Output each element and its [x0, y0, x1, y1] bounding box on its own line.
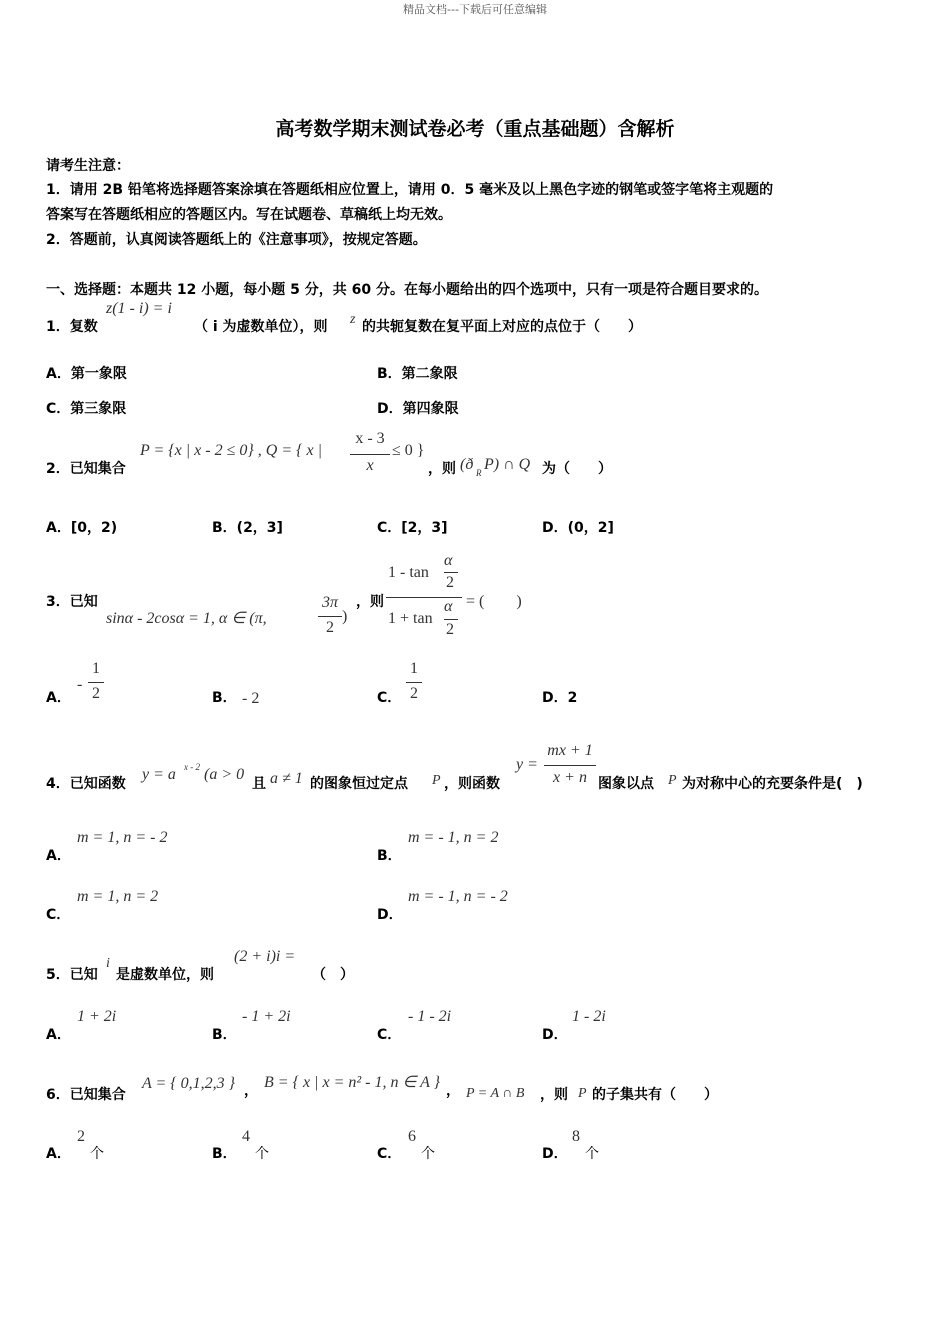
- q1-option-d[interactable]: D．第四象限: [377, 401, 459, 417]
- q2-tail: 为（ ）: [542, 461, 612, 477]
- q5-i: i: [106, 956, 110, 971]
- q3-option-d[interactable]: [542, 687, 577, 707]
- q1-mid: （ i 为虚数单位），则: [194, 319, 328, 335]
- q3-option-d-value: 2: [567, 690, 578, 706]
- q3-denominator-two: 2: [446, 621, 454, 638]
- q4-option-c-value: m = 1, n = 2: [77, 888, 159, 905]
- q6-set-p: P = A ∩ B: [466, 1086, 525, 1101]
- q6-tail: 的子集共有（ ）: [592, 1087, 718, 1103]
- q3-option-c-denominator: 2: [410, 685, 418, 702]
- q2-option-c-label: C．: [377, 520, 402, 536]
- q6-option-c-value: 6: [408, 1128, 416, 1145]
- q2-complement: (ð: [460, 456, 474, 473]
- q2-fraction-denominator: x: [366, 457, 374, 474]
- q4-and: 且: [252, 776, 266, 792]
- q4-option-a-value: m = 1, n = - 2: [77, 829, 168, 846]
- q1-tail: 的共轭复数在复平面上对应的点位于（ ）: [362, 319, 642, 335]
- q3-option-b-value: - 2: [242, 690, 260, 707]
- q3-condition: sinα - 2cosα = 1, α ∈ (π,: [106, 610, 267, 627]
- section-heading: 一、选择题：本题共 12 小题，每小题 5 分，共 60 分。在每小题给出的四个选项中，只有一项是符合题目要求的。: [46, 282, 768, 298]
- q4-option-a-label[interactable]: A．: [46, 848, 71, 864]
- q5-tail: （ ）: [312, 967, 354, 983]
- q2-option-b-label: B．: [212, 520, 237, 536]
- q3-option-a-denominator: 2: [92, 685, 100, 702]
- q5-mid: 是虚数单位，则: [116, 967, 214, 983]
- q2-set-p: P = {x | x - 2 ≤ 0} , Q = { x |: [140, 442, 323, 459]
- q2-option-a-value: [0，2): [70, 520, 118, 536]
- q1-option-b[interactable]: B．第二象限: [377, 366, 458, 382]
- q2-option-d[interactable]: [542, 517, 614, 537]
- q4-point-p: P: [432, 773, 441, 788]
- q5-option-d-label[interactable]: D．: [542, 1027, 568, 1043]
- q1-option-a[interactable]: A．第一象限: [46, 366, 127, 382]
- q4-exponent: x - 2: [184, 762, 200, 772]
- q6-option-d-value: 8: [572, 1128, 580, 1145]
- q3-option-a-fraction: [88, 660, 104, 706]
- q2-option-b-value: (2，3]: [236, 520, 283, 536]
- q2-option-d-value: (0，2]: [567, 520, 614, 536]
- q4-function: y = a: [142, 766, 176, 783]
- notice-line-1: 1．请用 2B 铅笔将选择题答案涂填在答题纸相应位置上，请用 0．5 毫米及以上黑色字迹的钢笔或签字笔将主观题的: [46, 182, 774, 198]
- q3-number: 3．已知: [46, 594, 98, 610]
- q5-option-c-value: - 1 - 2i: [408, 1008, 452, 1025]
- q6-set-b: B = { x | x = n² - 1, n ∈ A }: [264, 1074, 441, 1091]
- q4-condition: (a > 0: [204, 766, 245, 783]
- q3-option-c-bar: [406, 682, 422, 683]
- q1-number: 1．复数: [46, 319, 98, 335]
- q4-mid-2: ，则函数: [444, 776, 500, 792]
- q2-option-d-label: D．: [542, 520, 568, 536]
- q3-main-fraction: [386, 552, 462, 644]
- q6-option-d-unit: 个: [585, 1146, 599, 1162]
- q3-denominator-text: 1 + tan: [388, 610, 433, 627]
- q4-option-d-label[interactable]: D．: [377, 907, 403, 923]
- q3-option-a-sign: -: [77, 676, 83, 693]
- q3-numerator-two: 2: [446, 574, 454, 591]
- q6-option-a-unit: 个: [90, 1146, 104, 1162]
- q3-option-a-bar: [88, 682, 104, 683]
- q4-number: 4．已知函数: [46, 776, 126, 792]
- q2-option-c[interactable]: [377, 517, 448, 537]
- q2-intersection: P) ∩ Q: [484, 456, 531, 473]
- q2-complement-sub: R: [476, 468, 482, 478]
- q6-comma-2: ，: [446, 1083, 460, 1099]
- q6-option-d-label[interactable]: D．: [542, 1146, 568, 1162]
- q2-le-zero: ≤ 0 }: [392, 442, 425, 459]
- q1-z: z: [350, 312, 356, 327]
- q1-expression: z(1 - i) = i: [106, 300, 172, 317]
- q4-option-c-label[interactable]: C．: [46, 907, 71, 923]
- notice-heading: 请考生注意：: [46, 158, 130, 174]
- q3-option-a-numerator: 1: [92, 660, 100, 677]
- q4-point-p-2: P: [668, 773, 677, 788]
- q3-numerator-text: 1 - tan: [388, 564, 429, 581]
- q5-option-b-value: - 1 + 2i: [242, 1008, 291, 1025]
- q6-option-b-value: 4: [242, 1128, 250, 1145]
- q3-option-c-label[interactable]: C．: [377, 690, 402, 706]
- q5-expression: (2 + i)i =: [234, 948, 296, 965]
- q2-option-c-value: [2，3]: [401, 520, 448, 536]
- q4-option-b-value: m = - 1, n = 2: [408, 829, 499, 846]
- q3-option-c-fraction: [406, 660, 422, 706]
- q5-option-a-value: 1 + 2i: [77, 1008, 117, 1025]
- q4-option-b-label[interactable]: B．: [377, 848, 402, 864]
- q6-mid: ，则: [540, 1087, 568, 1103]
- page-title: 高考数学期末测试卷必考（重点基础题）含解析: [275, 118, 675, 140]
- q3-option-d-label: D．: [542, 690, 568, 706]
- q3-option-c-numerator: 1: [410, 660, 418, 677]
- q3-option-a-label[interactable]: A．: [46, 690, 71, 706]
- q4-fraction-numerator: mx + 1: [547, 742, 593, 759]
- q6-option-b-label[interactable]: B．: [212, 1146, 237, 1162]
- q2-fraction-bar: [350, 454, 390, 455]
- q3-equals: = ( ): [466, 593, 522, 610]
- page-header: 精品文档---下载后可任意编辑: [403, 3, 547, 16]
- q6-p: P: [578, 1086, 587, 1101]
- q3-interval-fraction: [318, 594, 342, 642]
- q5-option-c-label[interactable]: C．: [377, 1027, 402, 1043]
- q6-comma: ，: [244, 1083, 258, 1099]
- q2-number: 2．已知集合: [46, 461, 126, 477]
- q5-option-d-value: 1 - 2i: [572, 1008, 606, 1025]
- q4-tail: 图象以点: [598, 776, 654, 792]
- q2-option-a[interactable]: [46, 517, 117, 537]
- q2-then: ，则: [428, 461, 456, 477]
- q4-fraction-bar: [544, 765, 596, 766]
- q6-option-a-label[interactable]: A．: [46, 1146, 71, 1162]
- q1-option-c[interactable]: C．第三象限: [46, 401, 127, 417]
- q3-then: ，则: [356, 594, 384, 610]
- q3-numerator-alpha: α: [444, 552, 453, 569]
- q6-number: 6．已知集合: [46, 1087, 126, 1103]
- q2-fraction: [350, 430, 390, 478]
- q4-condition-2: a ≠ 1: [270, 770, 303, 787]
- q4-tail-2: 为对称中心的充要条件是( ): [682, 776, 863, 792]
- q2-fraction-numerator: x - 3: [355, 430, 385, 447]
- q5-option-a-label[interactable]: A．: [46, 1027, 71, 1043]
- notice-line-2: 答案写在答题纸相应的答题区内。写在试题卷、草稿纸上均无效。: [46, 207, 452, 223]
- q3-denominator-half-bar: [444, 619, 458, 620]
- q6-option-b-unit: 个: [255, 1146, 269, 1162]
- q2-option-a-label: A．: [46, 520, 71, 536]
- q3-numerator-half-bar: [444, 572, 458, 573]
- q6-option-c-label[interactable]: C．: [377, 1146, 402, 1162]
- q3-option-b-label[interactable]: B．: [212, 690, 237, 706]
- q4-option-d-value: m = - 1, n = - 2: [408, 888, 508, 905]
- q3-interval-denominator: 2: [326, 619, 334, 636]
- q2-option-b[interactable]: [212, 517, 283, 537]
- q4-y-equals: y =: [516, 756, 538, 773]
- q4-fraction-denominator: x + n: [553, 769, 587, 786]
- q3-interval-close: ): [342, 608, 348, 625]
- q6-option-c-unit: 个: [421, 1146, 435, 1162]
- q6-set-a: A = { 0,1,2,3 }: [142, 1075, 236, 1092]
- q6-option-a-value: 2: [77, 1128, 85, 1145]
- q5-number: 5．已知: [46, 967, 98, 983]
- q3-interval-numerator: 3π: [321, 594, 338, 611]
- notice-line-3: 2．答题前，认真阅读答题纸上的《注意事项》，按规定答题。: [46, 232, 427, 248]
- q4-fraction: [544, 742, 596, 788]
- q4-mid: 的图象恒过定点: [310, 776, 408, 792]
- q3-interval-bar: [318, 616, 342, 617]
- q5-option-b-label[interactable]: B．: [212, 1027, 237, 1043]
- q3-denominator-alpha: α: [444, 598, 453, 615]
